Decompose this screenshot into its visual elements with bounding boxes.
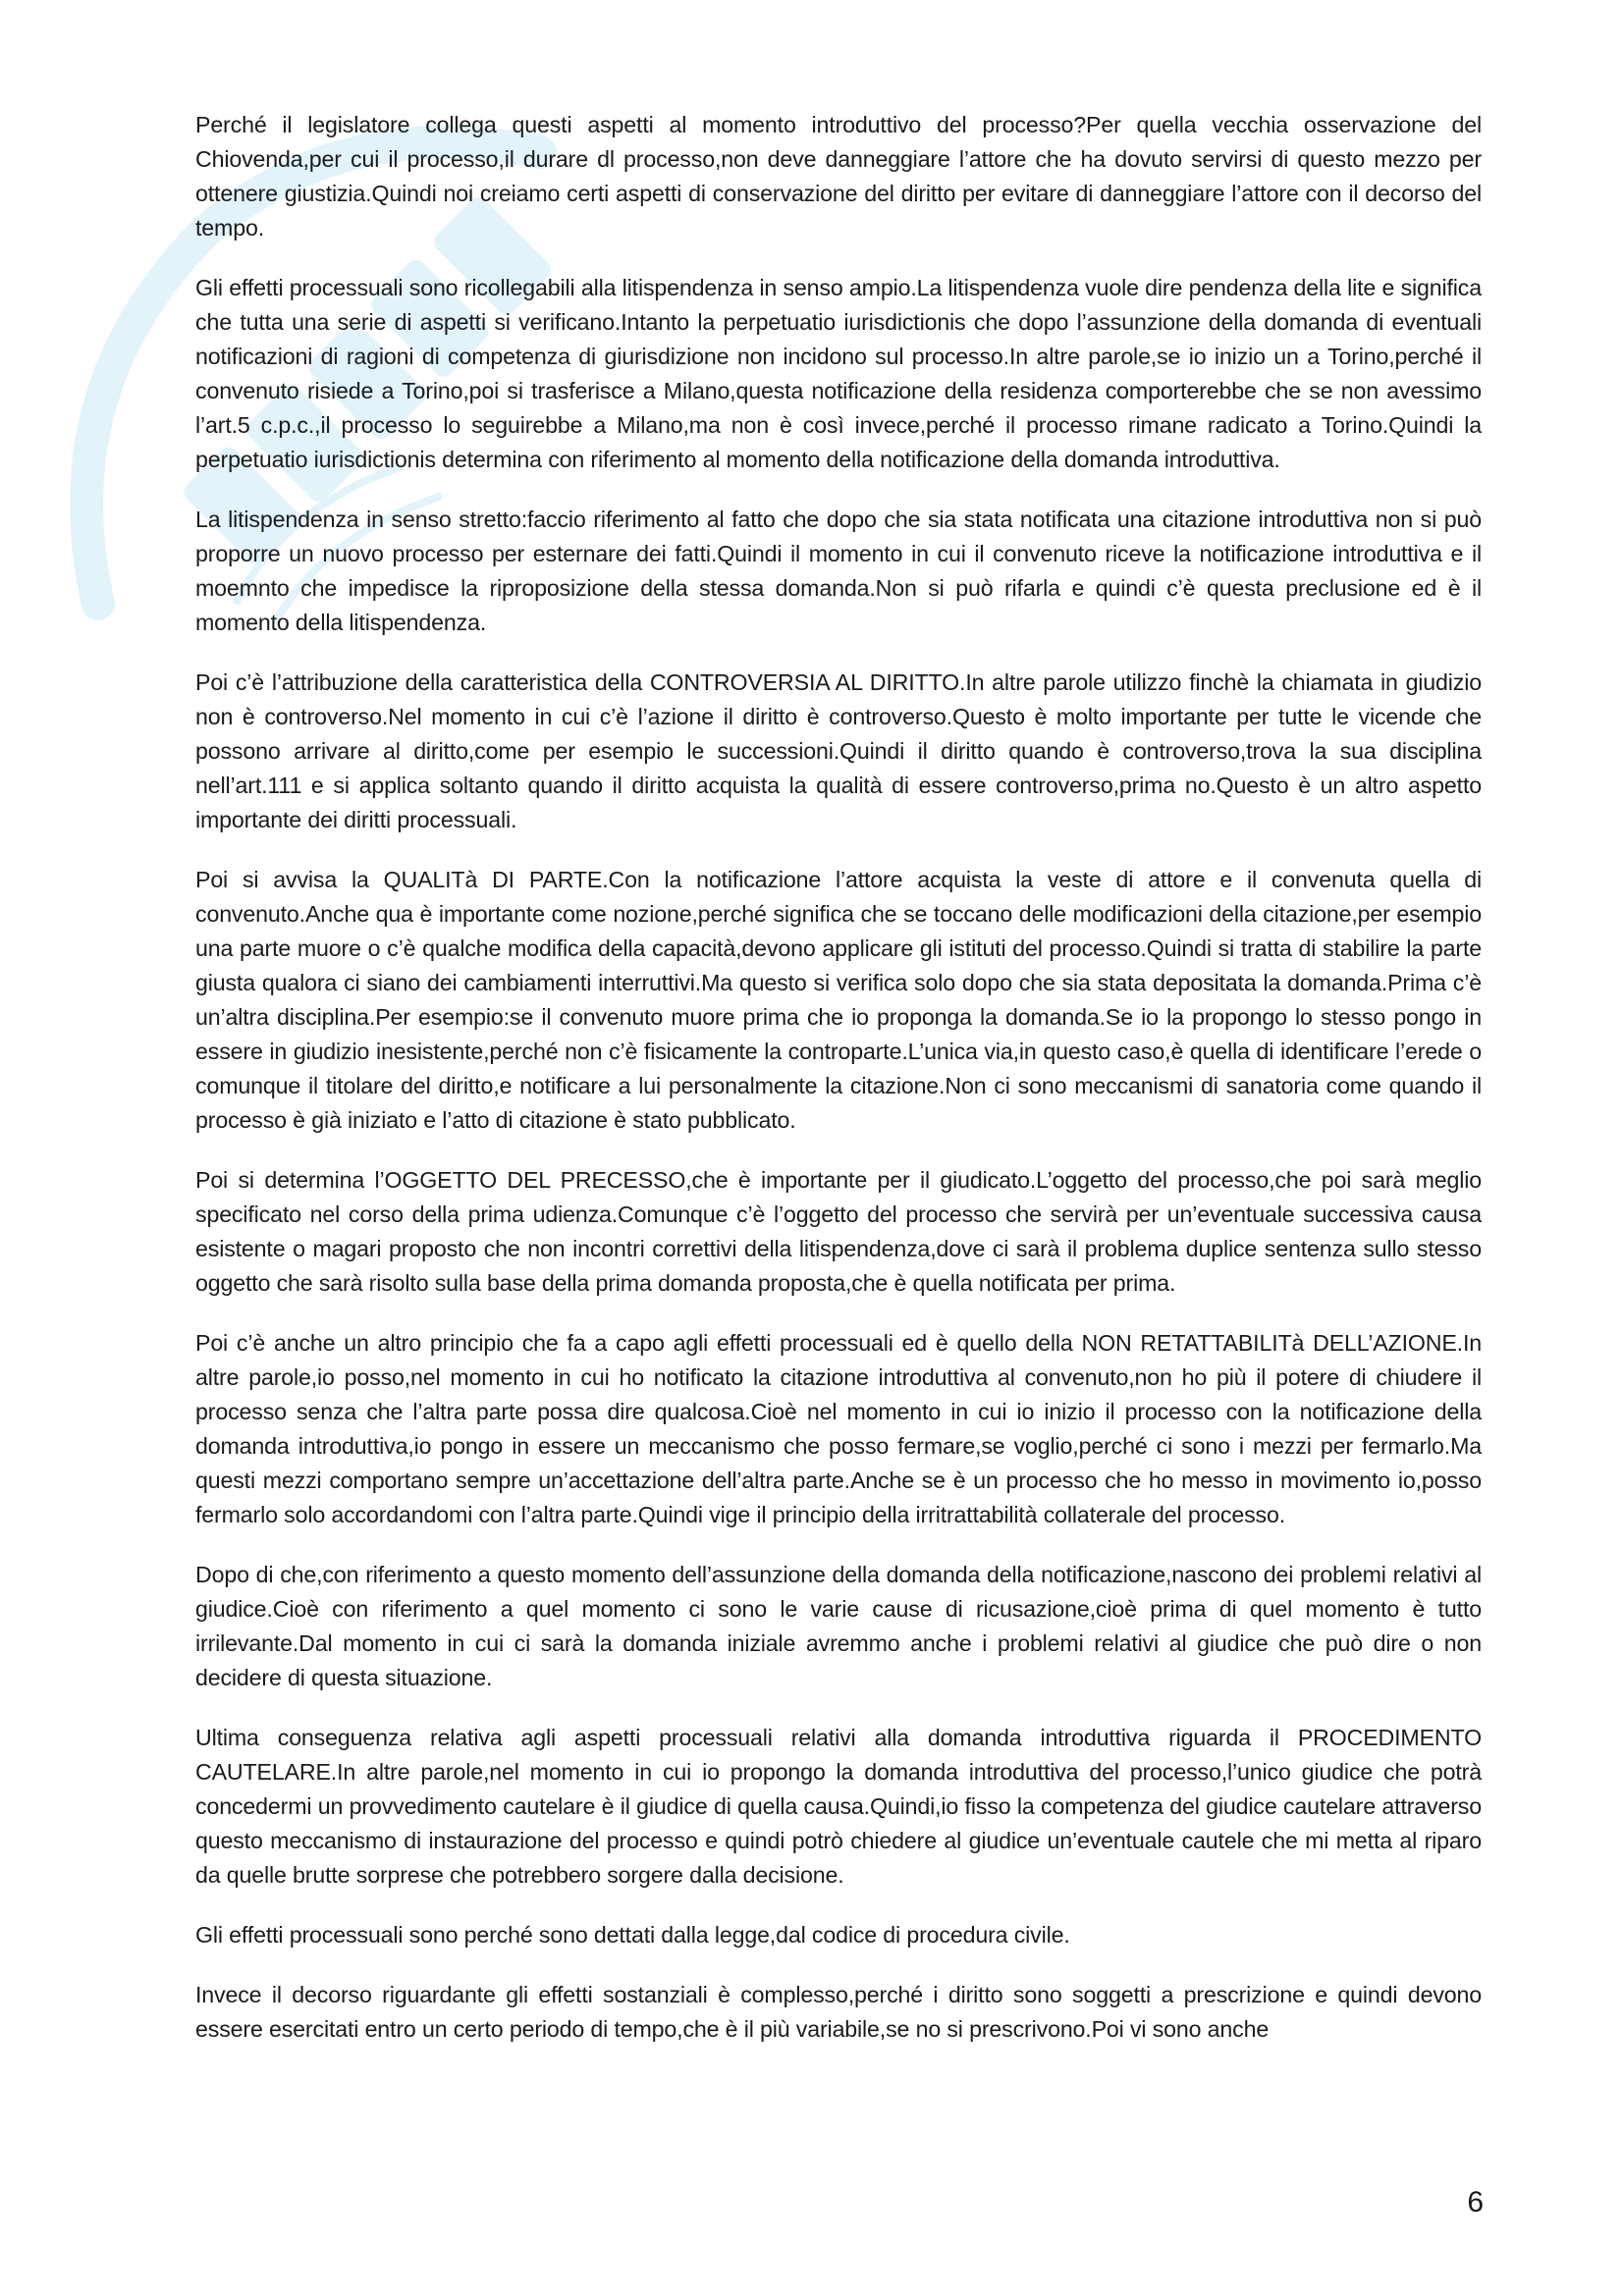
paragraph: Gli effetti processuali sono ricollegabili alla litispendenza in senso ampio.La litispendenza vuole dire pendenza della lite e significa che tutta una serie di aspetti si verificano.Intanto la perpetuatio iurisdictionis che dopo l’assunzione della domanda di eventuali notificazioni di ragioni di competenza di giurisdizione non incidono sul processo.In altre parole,se io inizio un a Torino,perché il convenuto risiede a Torino,poi si trasferisce a Milano,questa notificazione della residenza comporterebbe che se non avessimo l’art.5 c.p.c.,il processo lo seguirebbe a Milano,ma non è così invece,perché il processo rimane radicato a Torino.Quindi la perpetuatio iurisdictionis determina con riferimento al momento della notificazione della domanda introduttiva. bbox=[195, 275, 1482, 472]
paragraph: Poi si avvisa la QUALITà DI PARTE.Con la notificazione l’attore acquista la veste di attore e il convenuta quella di convenuto.Anche qua è importante come nozione,perché significa che se toccano delle modificazioni della citazione,per esempio una parte muore o c’è qualche modifica della capacità,devono applicare gli istituti del processo.Quindi si tratta di stabilire la parte giusta qualora ci siano dei cambiamenti interruttivi.Ma questo si verifica solo dopo che sia stata depositata la domanda.Prima c’è un’altra disciplina.Per esempio:se il convenuto muore prima che io proponga la domanda.Se io la propongo lo stesso pongo in essere in giudizio inesistente,perché non c’è fisicamente la controparte.L’unica via,in questo caso,è quella di identificare l’erede o comunque il titolare del diritto,e notificare a lui personalmente la citazione.Non ci sono meccanismi di sanatoria come quando il processo è già iniziato e l’atto di citazione è stato pubblicato. bbox=[195, 867, 1482, 1133]
document-body bbox=[195, 108, 1482, 2072]
paragraph: Invece il decorso riguardante gli effetti sostanziali è complesso,perché i diritto sono soggetti a prescrizione e quindi devono essere esercitati entro un certo periodo di tempo,che è il più variabile,se no si prescrivono.Poi vi sono anche bbox=[195, 1982, 1482, 2042]
paragraph: Perché il legislatore collega questi aspetti al momento introduttivo del processo?Per quella vecchia osservazione del Chiovenda,per cui il processo,il durare dl processo,non deve danneggiare l’attore che ha dovuto servirsi di questo mezzo per ottenere giustizia.Quindi noi creiamo certi aspetti di conservazione del diritto per evitare di danneggiare l’attore con il decorso del tempo. bbox=[195, 112, 1482, 240]
paragraph: Poi c’è l’attribuzione della caratteristica della CONTROVERSIA AL DIRITTO.In altre parole utilizzo finchè la chiamata in giudizio non è controverso.Nel momento in cui c’è l’azione il diritto è controverso.Questo è molto importante per tutte le vicende che possono arrivare al diritto,come per esempio le successioni.Quindi il diritto quando è controverso,trova la sua disciplina nell’art.111 e si applica soltanto quando il diritto acquista la qualità di essere controverso,prima no.Questo è un altro aspetto importante dei diritti processuali. bbox=[195, 669, 1482, 832]
paragraph: La litispendenza in senso stretto:faccio riferimento al fatto che dopo che sia stata notificata una citazione introduttiva non si può proporre un nuovo processo per esternare dei fatti.Quindi il momento in cui il convenuto riceve la notificazione introduttiva e il moemnto che impedisce la riproposizione della stessa domanda.Non si può rifarla e quindi c’è questa preclusione ed è il momento della litispendenza. bbox=[195, 507, 1482, 635]
paragraph: Poi c’è anche un altro principio che fa a capo agli effetti processuali ed è quello della NON RETATTABILITà DELL’AZIONE.In altre parole,io posso,nel momento in cui ho notificato la citazione introduttiva al convenuto,non ho più il potere di chiudere il processo senza che l’altra parte possa dire qualcosa.Cioè nel momento in cui io inizio il processo con la notificazione della domanda introduttiva,io pongo in essere un meccanismo che posso fermare,se voglio,perché ci sono i mezzi per fermarlo.Ma questi mezzi comportano sempre un’accettazione dell’altra parte.Anche se è un processo che ho messo in movimento io,posso fermarlo solo accordandomi con l’altra parte.Quindi vige il principio della irritrattabilità collaterale del processo. bbox=[195, 1330, 1482, 1527]
page-number: 6 bbox=[1467, 2186, 1484, 2218]
paragraph: Gli effetti processuali sono perché sono dettati dalla legge,dal codice di procedura civile. bbox=[195, 1922, 1070, 1948]
paragraph: Dopo di che,con riferimento a questo momento dell’assunzione della domanda della notificazione,nascono dei problemi relativi al giudice.Cioè con riferimento a quel momento ci sono le varie cause di ricusazione,cioè prima di quel momento è tutto irrilevante.Dal momento in cui ci sarà la domanda iniziale avremmo anche i problemi relativi al giudice che può dire o non decidere di questa situazione. bbox=[195, 1562, 1482, 1690]
paragraph: Ultima conseguenza relativa agli aspetti processuali relativi alla domanda introduttiva riguarda il PROCEDIMENTO CAUTELARE.In altre parole,nel momento in cui io propongo la domanda introduttiva del processo,l’unico giudice che potrà concedermi un provvedimento cautelare è il giudice di quella causa.Quindi,io fisso la competenza del giudice cautelare attraverso questo meccanismo di instaurazione del processo e quindi potrò chiedere al giudice un’eventuale cautele che mi metta al riparo da quelle brutte sorprese che potrebbero sorgere dalla decisione. bbox=[195, 1725, 1482, 1888]
paragraph: Poi si determina l’OGGETTO DEL PRECESSO,che è importante per il giudicato.L’oggetto del processo,che poi sarà meglio specificato nel corso della prima udienza.Comunque c’è l’oggetto del processo che servirà per un’eventuale successiva causa esistente o magari proposto che non incontri correttivi della litispendenza,dove ci sarà il problema duplice sentenza sullo stesso oggetto che sarà risolto sulla base della prima domanda proposta,che è quella notificata per prima. bbox=[195, 1167, 1482, 1296]
